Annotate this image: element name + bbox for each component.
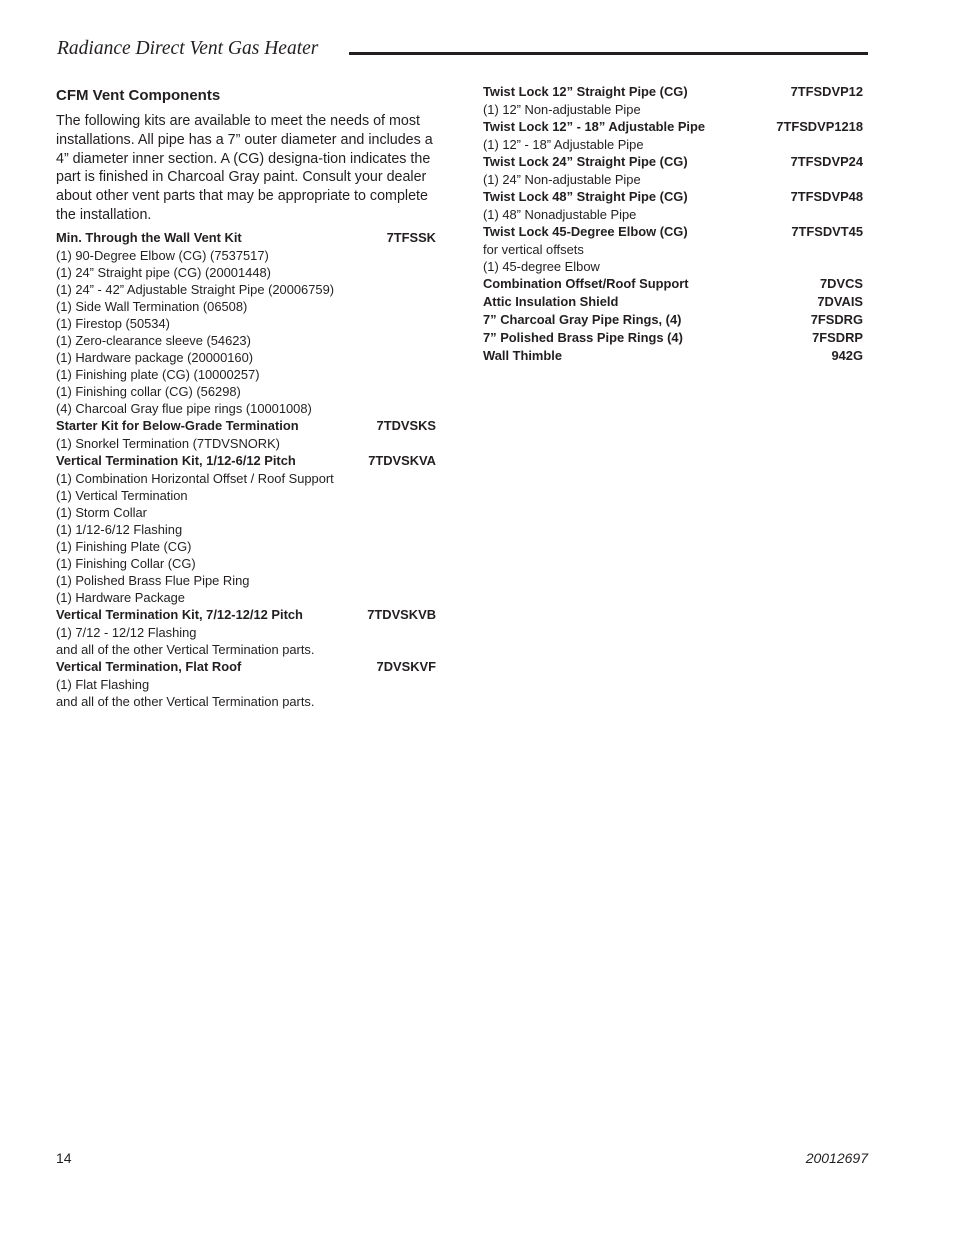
kit-component: (4) Charcoal Gray flue pipe rings (10001008) — [56, 400, 312, 416]
kit-title-row — [483, 347, 863, 365]
kit-name: Twist Lock 45-Degree Elbow (CG) — [483, 224, 688, 239]
kit-part-number: 942G — [831, 348, 863, 363]
right-kit-list — [483, 83, 863, 365]
kit-component: and all of the other Vertical Termination parts. — [56, 641, 315, 657]
kit-component: (1) Combination Horizontal Offset / Roof Support — [56, 470, 334, 486]
kit-part-number: 7TFSDVP12 — [790, 84, 863, 99]
kit-title-row — [56, 452, 436, 470]
kit-title-row — [483, 293, 863, 311]
left-column — [56, 86, 436, 710]
kit-title-row — [483, 153, 863, 171]
kit-component: (1) Storm Collar — [56, 504, 147, 520]
kit-component: (1) 48” Nonadjustable Pipe — [483, 207, 637, 222]
kit-component: (1) Finishing Collar (CG) — [56, 555, 196, 571]
kit-entry — [483, 329, 863, 347]
kit-component: (1) Hardware Package — [56, 589, 185, 605]
kit-name: 7” Polished Brass Pipe Rings (4) — [483, 330, 683, 345]
kit-name: Vertical Termination Kit, 1/12-6/12 Pitch — [56, 452, 296, 468]
kit-part-number: 7DVAIS — [817, 294, 863, 309]
kit-title-row — [483, 118, 863, 136]
kit-part-number: 7FSDRG — [810, 312, 863, 327]
kit-entry — [483, 347, 863, 365]
kit-component: (1) 7/12 - 12/12 Flashing — [56, 624, 197, 640]
kit-title-row — [483, 188, 863, 206]
kit-part-number: 7TDVSKS — [376, 417, 436, 433]
kit-name: Min. Through the Wall Vent Kit — [56, 229, 242, 245]
kit-part-number: 7TDVSKVA — [368, 452, 436, 468]
page-header — [57, 38, 868, 66]
header-title: Radiance Direct Vent Gas Heater — [57, 38, 319, 59]
kit-entry — [483, 153, 863, 188]
left-kit-list — [56, 229, 436, 710]
kit-part-number: 7TDVSKVB — [367, 606, 436, 622]
kit-part-number: 7DVSKVF — [376, 658, 436, 674]
document-number: 20012697 — [805, 1150, 868, 1166]
kit-component: (1) Snorkel Termination (7TDVSNORK) — [56, 435, 280, 451]
kit-component: (1) Finishing plate (CG) (10000257) — [56, 366, 260, 382]
kit-name: Attic Insulation Shield — [483, 294, 619, 309]
kit-title-row — [483, 223, 863, 241]
kit-title-row — [483, 329, 863, 347]
kit-name: Twist Lock 24” Straight Pipe (CG) — [483, 154, 688, 169]
kit-component: (1) Finishing Plate (CG) — [56, 538, 192, 554]
kit-entry — [56, 417, 436, 452]
kit-component: (1) Zero-clearance sleeve (54623) — [56, 332, 251, 348]
kit-name: 7” Charcoal Gray Pipe Rings, (4) — [483, 312, 682, 327]
kit-entry — [483, 275, 863, 293]
kit-component: (1) 1/12-6/12 Flashing — [56, 521, 183, 537]
kit-part-number: 7TFSDVP48 — [790, 189, 863, 204]
kit-component: (1) 24” - 42” Adjustable Straight Pipe (20006759) — [56, 281, 335, 297]
kit-component: (1) Polished Brass Flue Pipe Ring — [56, 572, 250, 588]
kit-component: (1) Hardware package (20000160) — [56, 349, 254, 365]
right-column — [483, 83, 863, 365]
kit-title-row — [483, 83, 863, 101]
section-heading: CFM Vent Components — [56, 87, 221, 104]
kit-entry — [56, 658, 436, 710]
kit-component: (1) 12” Non-adjustable Pipe — [483, 102, 641, 117]
kit-name: Vertical Termination Kit, 7/12-12/12 Pitch — [56, 606, 303, 622]
kit-component: (1) Vertical Termination — [56, 487, 188, 503]
kit-name: Wall Thimble — [483, 348, 563, 363]
kit-title-row — [483, 311, 863, 329]
kit-component: for vertical offsets — [483, 242, 584, 257]
kit-name: Twist Lock 48” Straight Pipe (CG) — [483, 189, 688, 204]
kit-component: (1) 90-Degree Elbow (CG) (7537517) — [56, 247, 269, 263]
kit-entry — [483, 223, 863, 275]
kit-entry — [56, 606, 436, 658]
kit-entry — [483, 311, 863, 329]
header-rule — [349, 52, 868, 55]
kit-name: Combination Offset/Roof Support — [483, 276, 689, 291]
kit-component: (1) 24” Straight pipe (CG) (20001448) — [56, 264, 271, 280]
kit-part-number: 7FSDRP — [812, 330, 863, 345]
kit-part-number: 7DVCS — [820, 276, 863, 291]
kit-name: Vertical Termination, Flat Roof — [56, 658, 242, 674]
kit-component: (1) 24” Non-adjustable Pipe — [483, 172, 641, 187]
kit-name: Twist Lock 12” - 18” Adjustable Pipe — [483, 119, 706, 134]
kit-title-row — [56, 606, 436, 624]
kit-component: (1) Firestop (50534) — [56, 315, 170, 331]
kit-entry — [483, 118, 863, 153]
kit-component: (1) 12” - 18” Adjustable Pipe — [483, 137, 644, 152]
kit-name: Starter Kit for Below-Grade Termination — [56, 417, 299, 433]
kit-title-row — [56, 658, 436, 676]
kit-part-number: 7TFSSK — [386, 229, 436, 245]
kit-component: (1) Flat Flashing — [56, 676, 150, 692]
kit-component: (1) Side Wall Termination (06508) — [56, 298, 248, 314]
kit-title-row — [483, 275, 863, 293]
kit-title-row — [56, 417, 436, 435]
kit-component: and all of the other Vertical Termination parts. — [56, 693, 315, 709]
page-number: 14 — [56, 1150, 72, 1166]
kit-part-number: 7TFSDVP24 — [790, 154, 863, 169]
kit-entry — [483, 293, 863, 311]
kit-component: (1) 45-degree Elbow — [483, 259, 600, 274]
kit-name: Twist Lock 12” Straight Pipe (CG) — [483, 84, 688, 99]
kit-component: (1) Finishing collar (CG) (56298) — [56, 383, 241, 399]
kit-title-row — [56, 229, 436, 247]
kit-part-number: 7TFSDVP1218 — [776, 119, 863, 134]
kit-entry — [56, 229, 436, 417]
kit-entry — [56, 452, 436, 606]
kit-entry — [483, 188, 863, 223]
section-intro: The following kits are available to meet the needs of most installations. All pipe has a 7” outer diameter and includes a 4” diameter inner section. A (CG) designa-tion indicates the part is finished in Charcoal Gray paint. Consult your dealer about other vent parts that may be appropriate to complete the installation. — [56, 113, 433, 223]
kit-part-number: 7TFSDVT45 — [791, 224, 863, 239]
kit-entry — [483, 83, 863, 118]
